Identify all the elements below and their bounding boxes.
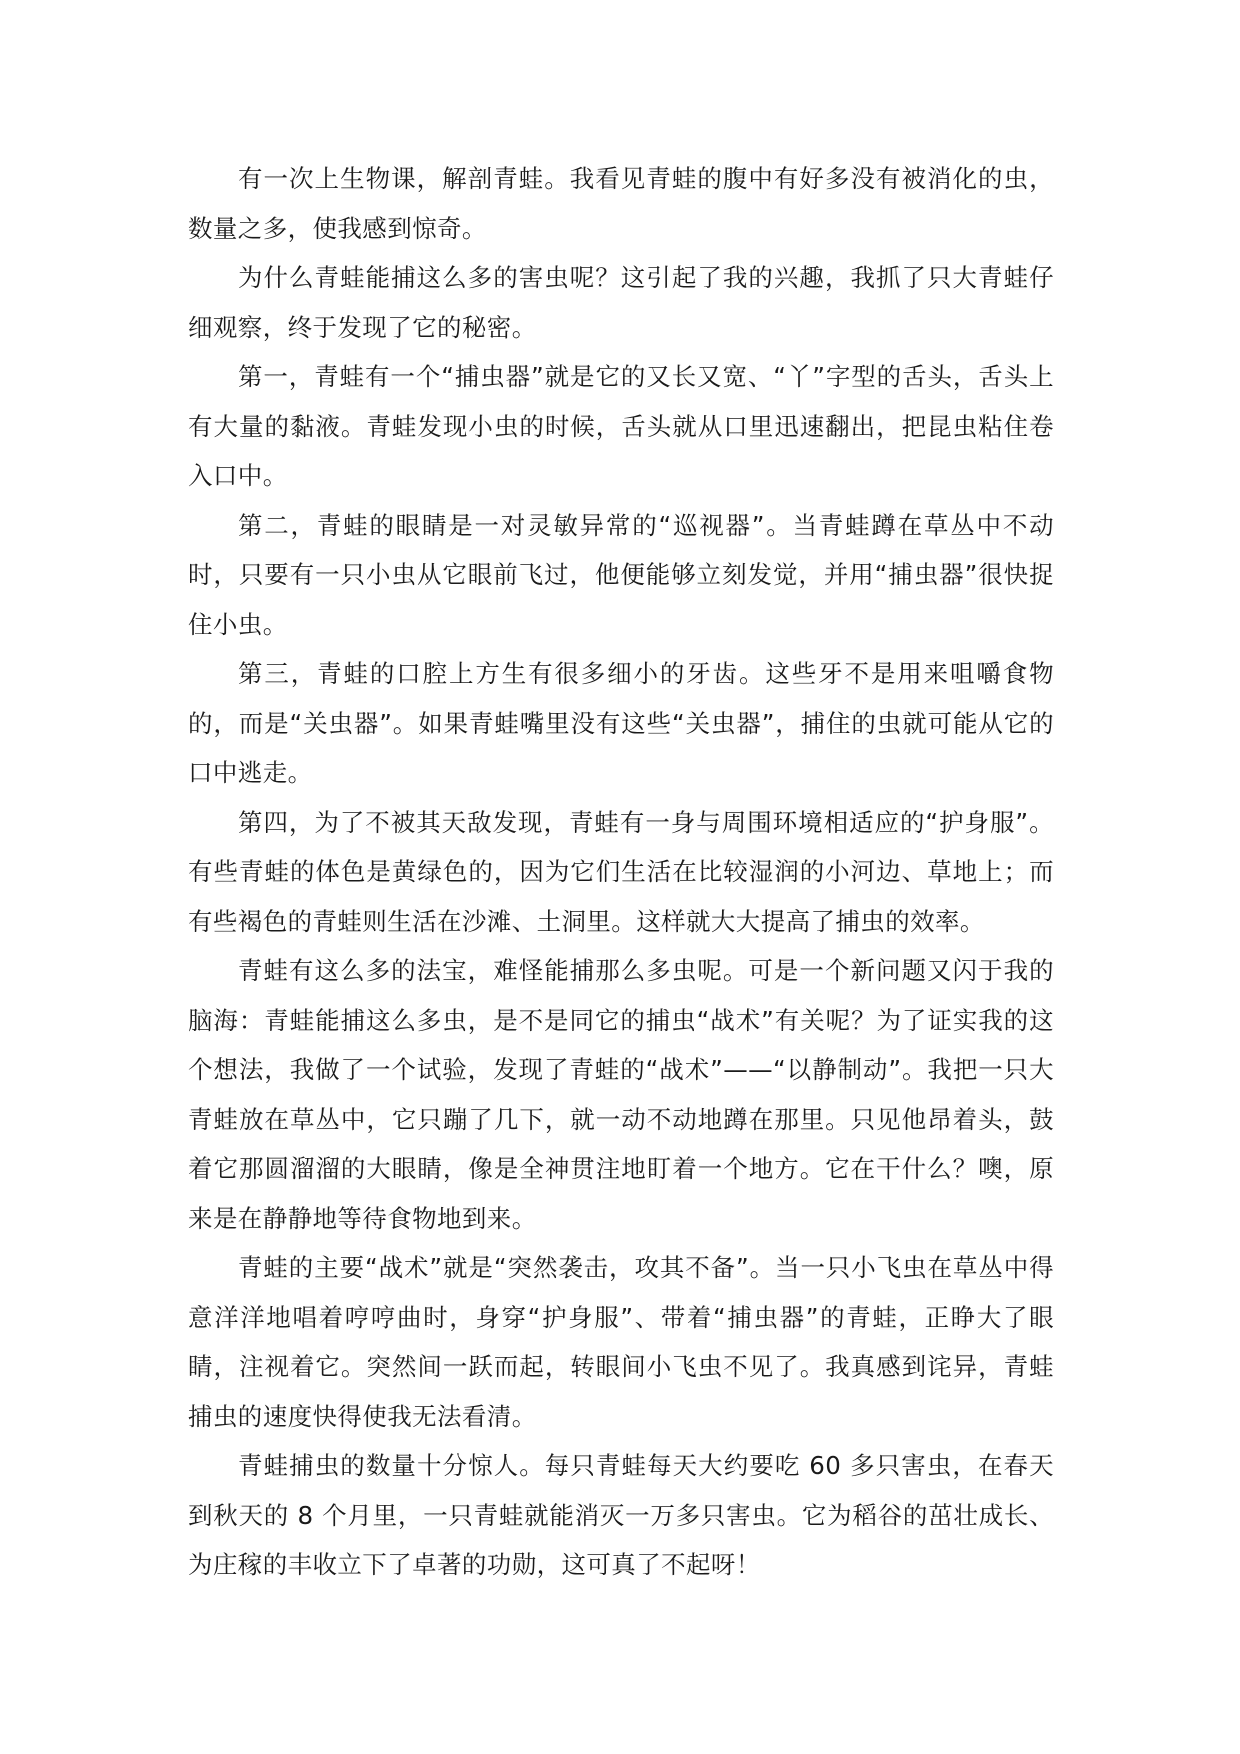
paragraph-2: 为什么青蛙能捕这么多的害虫呢？这引起了我的兴趣，我抓了只大青蛙仔细观察，终于发现了它的秘密。: [188, 263, 1054, 342]
essay-body: [188, 154, 1054, 1590]
paragraph-7: 青蛙有这么多的法宝，难怪能捕那么多虫呢。可是一个新问题又闪于我的脑海：青蛙能捕这么多虫，是不是同它的捕虫“战术”有关呢？为了证实我的这个想法，我做了一个试验，发现了青蛙的“战术”——“以静制动”。我把一只大青蛙放在草丛中，它只蹦了几下，就一动不动地蹲在那里。只见他昂着头，鼓着它那圆溜溜的大眼睛，像是全神贯注地盯着一个地方。它在干什么？噢，原来是在静静地等待食物地到来。: [188, 956, 1054, 1233]
paragraph-4: 第二，青蛙的眼睛是一对灵敏异常的“巡视器”。当青蛙蹲在草丛中不动时，只要有一只小虫从它眼前飞过，他便能够立刻发觉，并用“捕虫器”很快捉住小虫。: [188, 510, 1054, 639]
paragraph-6: 第四，为了不被其天敌发现，青蛙有一身与周围环境相适应的“护身服”。有些青蛙的体色是黄绿色的，因为它们生活在比较湿润的小河边、草地上；而有些褐色的青蛙则生活在沙滩、土洞里。这样就大大提高了捕虫的效率。: [188, 807, 1054, 936]
paragraph-5: 第三，青蛙的口腔上方生有很多细小的牙齿。这些牙不是用来咀嚼食物的，而是“关虫器”。如果青蛙嘴里没有这些“关虫器”，捕住的虫就可能从它的口中逃走。: [188, 659, 1054, 787]
paragraph-9: 青蛙捕虫的数量十分惊人。每只青蛙每天大约要吃 60 多只害虫，在春天到秋天的 8 个月里，一只青蛙就能消灭一万多只害虫。它为稻谷的茁壮成长、为庄稼的丰收立下了卓著的功勋，这可真了不起呀！: [188, 1451, 1054, 1579]
paragraph-1: 有一次上生物课，解剖青蛙。我看见青蛙的腹中有好多没有被消化的虫，数量之多，使我感到惊奇。: [188, 164, 1054, 243]
paragraph-3: 第一，青蛙有一个“捕虫器”就是它的又长又宽、“丫”字型的舌头，舌头上有大量的黏液。青蛙发现小虫的时候，舌头就从口里迅速翻出，把昆虫粘住卷入口中。: [188, 362, 1054, 490]
paragraph-8: 青蛙的主要“战术”就是“突然袭击，攻其不备”。当一只小飞虫在草丛中得意洋洋地唱着哼哼曲时，身穿“护身服”、带着“捕虫器”的青蛙，正睁大了眼睛，注视着它。突然间一跃而起，转眼间小飞虫不见了。我真感到诧异，青蛙捕虫的速度快得使我无法看清。: [188, 1253, 1054, 1431]
